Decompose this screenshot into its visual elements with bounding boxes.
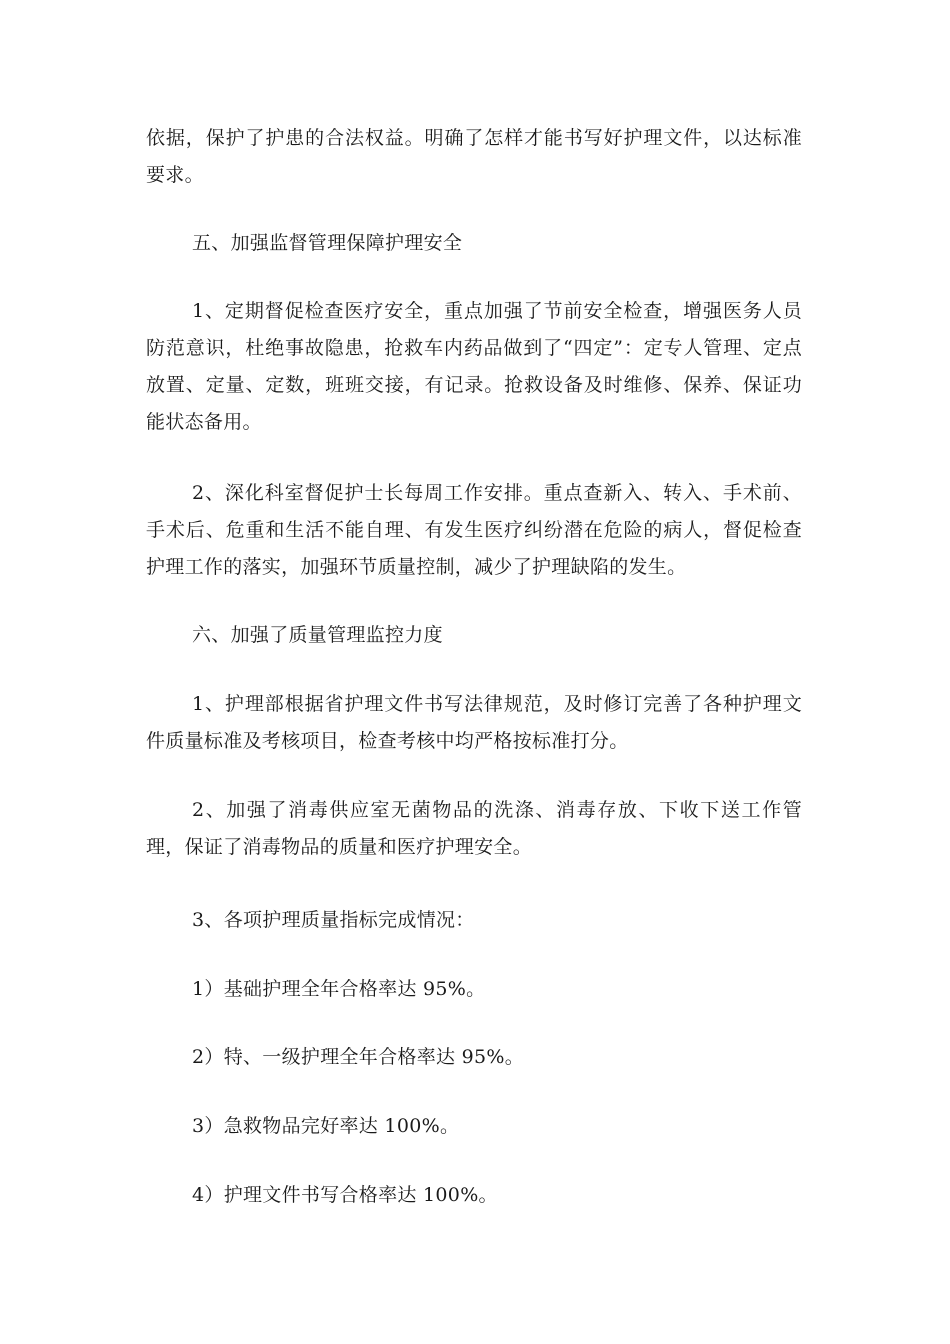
list-item-documents: 4）护理文件书写合格率达 100%。	[192, 1184, 498, 1206]
paragraph-item-5: 3、各项护理质量指标完成情况：	[192, 909, 475, 931]
paragraph-continuation: 依据，保护了护患的合法权益。明确了怎样才能书写好护理文件，以达标准要求。	[146, 127, 802, 186]
paragraph-item-3: 1、护理部根据省护理文件书写法律规范，及时修订完善了各种护理文件质量标准及考核项目，检查考核中均严格按标准打分。	[146, 693, 802, 752]
section-heading-5: 五、加强监督管理保障护理安全	[192, 232, 463, 254]
paragraph-item-4: 2、加强了消毒供应室无菌物品的洗涤、消毒存放、下收下送工作管理，保证了消毒物品的质量和医疗护理安全。	[146, 799, 802, 858]
paragraph-item-2: 2、深化科室督促护士长每周工作安排。重点查新入、转入、手术前、手术后、危重和生活不能自理、有发生医疗纠纷潜在危险的病人，督促检查护理工作的落实，加强环节质量控制，减少了护理缺陷的发生。	[146, 482, 802, 578]
list-item-special-care: 2）特、一级护理全年合格率达 95%。	[192, 1046, 525, 1068]
section-heading-6: 六、加强了质量管理监控力度	[192, 624, 443, 646]
list-item-basic-care: 1）基础护理全年合格率达 95%。	[192, 978, 486, 1000]
list-item-emergency-items: 3）急救物品完好率达 100%。	[192, 1115, 460, 1137]
paragraph-item-1: 1、定期督促检查医疗安全，重点加强了节前安全检查，增强医务人员防范意识，杜绝事故隐患，抢救车内药品做到了“四定”：定专人管理、定点放置、定量、定数，班班交接，有记录。抢救设备及时维修、保养、保证功能状态备用。	[146, 300, 802, 433]
